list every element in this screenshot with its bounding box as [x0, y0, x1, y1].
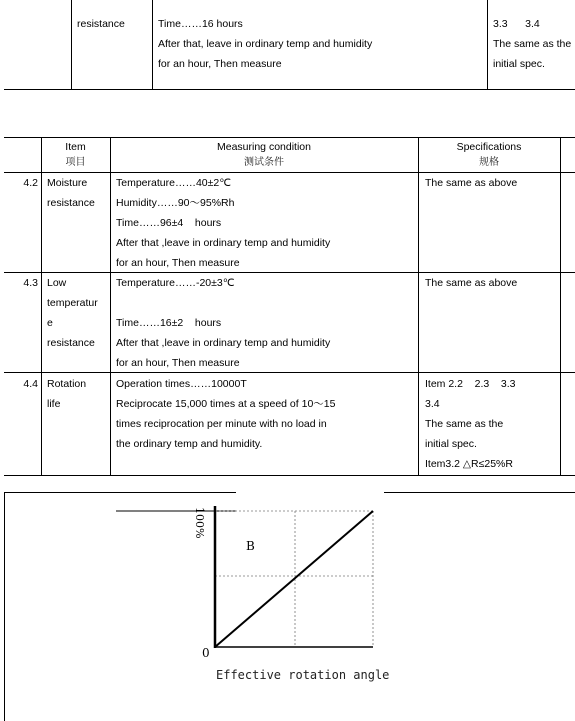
- origin-label: 0: [202, 646, 210, 660]
- divider: [487, 0, 488, 89]
- item-line: resistance: [47, 337, 95, 349]
- row-number: 4.2: [23, 177, 38, 189]
- condition-line: Operation times……10000T: [116, 378, 247, 390]
- condition-line: Reciprocate 15,000 times at a speed of 10～15: [116, 398, 336, 410]
- condition-line: times reciprocation per minute with no load in: [116, 418, 327, 430]
- item-line: temperatur: [47, 297, 98, 309]
- condition-line: for an hour, Then measure: [158, 58, 282, 70]
- row-item: [47, 374, 86, 414]
- item-line: resistance: [47, 197, 95, 209]
- condition-line: Time……16±2 hours: [116, 317, 222, 329]
- curve-label: B: [246, 539, 255, 553]
- row-number: 4.3: [23, 277, 38, 289]
- condition-line: for an hour, Then measure: [116, 357, 240, 369]
- condition-line: Humidity……90～95%Rh: [116, 197, 235, 209]
- condition-line: Time……96±4 hours: [116, 217, 222, 229]
- characteristic-graph: [0, 490, 575, 721]
- item-line: Moisture: [47, 177, 88, 189]
- spec-line: initial spec.: [493, 58, 545, 70]
- condition-line: Time……16 hours: [158, 18, 243, 30]
- top-item-text: resistance: [77, 18, 125, 30]
- row-number: 4.4: [23, 378, 38, 390]
- condition-line: After that ,leave in ordinary temp and humidity: [116, 337, 331, 349]
- item-line: Low: [47, 277, 67, 289]
- header-condition: [110, 139, 418, 171]
- spec-line: The same as the: [425, 418, 504, 430]
- header-condition-en: Measuring condition: [217, 141, 311, 153]
- header-item: [41, 139, 110, 171]
- header-spec: [418, 139, 560, 171]
- condition-line: Temperature……-20±3℃: [116, 277, 235, 289]
- row-condition: [116, 173, 330, 273]
- row-condition: [116, 273, 330, 373]
- divider: [152, 0, 153, 89]
- spec-line: Item 2.2 2.3 3.3: [425, 378, 516, 390]
- spec-line: Item3.2 △R≤25%R: [425, 458, 513, 470]
- condition-line: Temperature……40±2℃: [116, 177, 232, 189]
- condition-line: for an hour, Then measure: [116, 257, 240, 269]
- top-spec: [493, 14, 571, 74]
- condition-line: the ordinary temp and humidity.: [116, 438, 263, 450]
- divider: [4, 89, 575, 90]
- item-line: e: [47, 317, 53, 329]
- row-spec: [425, 173, 517, 193]
- condition-line: [116, 293, 330, 313]
- table-border: [4, 137, 575, 138]
- spec-line: The same as above: [425, 177, 518, 189]
- table-border: [560, 137, 561, 475]
- table-border: [4, 475, 575, 476]
- table-border: [41, 137, 42, 475]
- row-condition: [116, 374, 335, 454]
- y-top-label: 100%: [193, 507, 206, 539]
- header-item-cn: 项目: [65, 157, 86, 168]
- spec-line: The same as above: [425, 277, 518, 289]
- spec-line: initial spec.: [425, 438, 477, 450]
- x-axis-caption: Effective rotation angle: [216, 668, 390, 682]
- header-item-en: Item: [65, 141, 86, 153]
- row-spec: [425, 374, 515, 474]
- table-border: [110, 137, 111, 475]
- item-line: Rotation: [47, 378, 87, 390]
- condition-line: After that ,leave in ordinary temp and humidity: [116, 237, 331, 249]
- row-spec: [425, 273, 517, 293]
- condition-line: After that, leave in ordinary temp and humidity: [158, 38, 373, 50]
- header-spec-en: Specifications: [456, 141, 522, 153]
- spec-line: 3.3 3.4: [493, 18, 540, 30]
- top-condition: [158, 14, 372, 74]
- divider: [71, 0, 72, 89]
- row-item: [47, 173, 95, 213]
- curve-b: [215, 511, 373, 647]
- spec-line: The same as the: [493, 38, 572, 50]
- item-line: life: [47, 398, 61, 410]
- row-item: [47, 273, 98, 353]
- header-spec-cn: 规格: [479, 157, 499, 168]
- header-condition-cn: 测试条件: [244, 157, 284, 168]
- spec-line: 3.4: [425, 398, 440, 410]
- table-border: [418, 137, 419, 475]
